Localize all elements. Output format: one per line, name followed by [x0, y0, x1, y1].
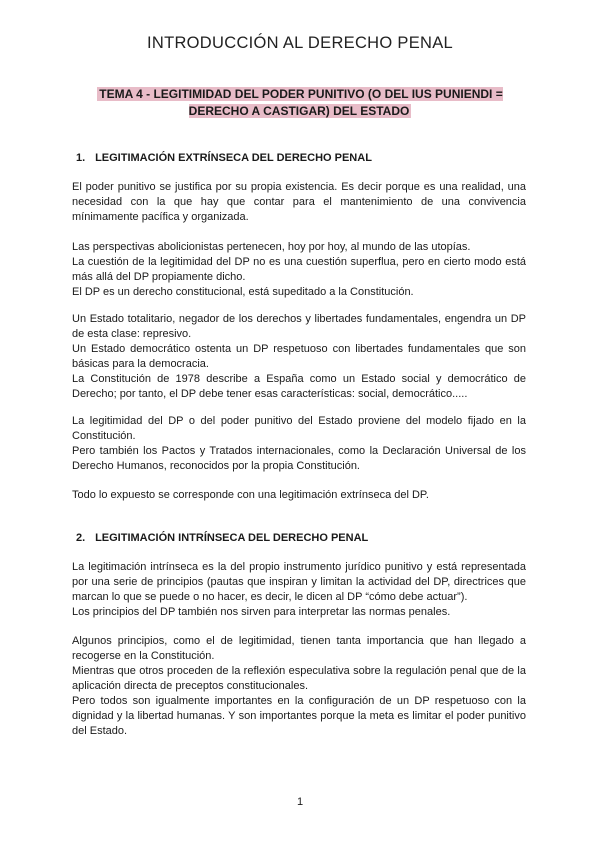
paragraph: El DP es un derecho constitucional, está supeditado a la Constitución.	[72, 286, 414, 298]
paragraph: La legitimidad del DP o del poder punitivo del Estado proviene del modelo fijado en la Constitución.	[72, 415, 526, 442]
section-1-number: 1.	[76, 152, 86, 164]
paragraph: Mientras que otros proceden de la reflexión especulativa sobre la regulación penal que de la aplicación directa de preceptos constitucionales.	[72, 665, 526, 692]
paragraph: Un Estado democrático ostenta un DP respetuoso con libertades fundamentales que son básicas para la democracia.	[72, 343, 526, 370]
paragraph: Pero todos son igualmente importantes en la configuración de un DP respetuoso con la dignidad y la libertad humanas. Y son importantes porque la meta es limitar el poder punitivo del Estado.	[72, 695, 526, 737]
paragraph: Algunos principios, como el de legitimidad, tienen tanta importancia que han llegado a recogerse en la Constitución.	[72, 635, 526, 662]
page-number: 1	[296, 796, 304, 808]
paragraph: La legitimación intrínseca es la del propio instrumento jurídico punitivo y está representada por una serie de principios (pautas que inspiran y limitan la actividad del DP, directrices que marcan lo que se puede o no hacer, es decir, le dicen al DP “cómo debe actuar”).	[72, 561, 526, 603]
paragraph: El poder punitivo se justifica por su propia existencia. Es decir porque es una realidad, una necesidad con la que hay que contar para el mantenimiento de una convivencia mínimamente pacífica y organizada.	[72, 181, 526, 223]
paragraph: Los principios del DP también nos sirven para interpretar las normas penales.	[72, 606, 451, 618]
section-2-heading	[76, 532, 368, 544]
paragraph: La Constitución de 1978 describe a España como un Estado social y democrático de Derecho; por tanto, el DP debe tener esas características: social, democrático.....	[72, 373, 526, 400]
paragraph: La cuestión de la legitimidad del DP no es una cuestión superflua, pero en cierto modo está más allá del DP propiamente dicho.	[72, 256, 526, 283]
topic-heading-text: TEMA 4 - LEGITIMIDAD DEL PODER PUNITIVO (O DEL IUS PUNIENDI = DERECHO A CASTIGAR) DEL ESTADO	[99, 87, 503, 118]
paragraph: Las perspectivas abolicionistas pertenecen, hoy por hoy, al mundo de las utopías.	[72, 241, 471, 253]
section-1-heading	[76, 152, 372, 164]
section-1-title: LEGITIMACIÓN EXTRÍNSECA DEL DERECHO PENAL	[95, 152, 372, 164]
paragraph: Pero también los Pactos y Tratados internacionales, como la Declaración Universal de los Derecho Humanos, reconocidos por la propia Constitución.	[72, 445, 526, 472]
section-2-title: LEGITIMACIÓN INTRÍNSECA DEL DERECHO PENAL	[95, 532, 369, 544]
paragraph: Todo lo expuesto se corresponde con una legitimación extrínseca del DP.	[72, 489, 429, 501]
paragraph: Un Estado totalitario, negador de los derechos y libertades fundamentales, engendra un DP de esta clase: represivo.	[72, 313, 526, 340]
document-title: INTRODUCCIÓN AL DERECHO PENAL	[146, 34, 454, 52]
topic-heading	[90, 86, 510, 120]
section-2-number: 2.	[76, 532, 86, 544]
